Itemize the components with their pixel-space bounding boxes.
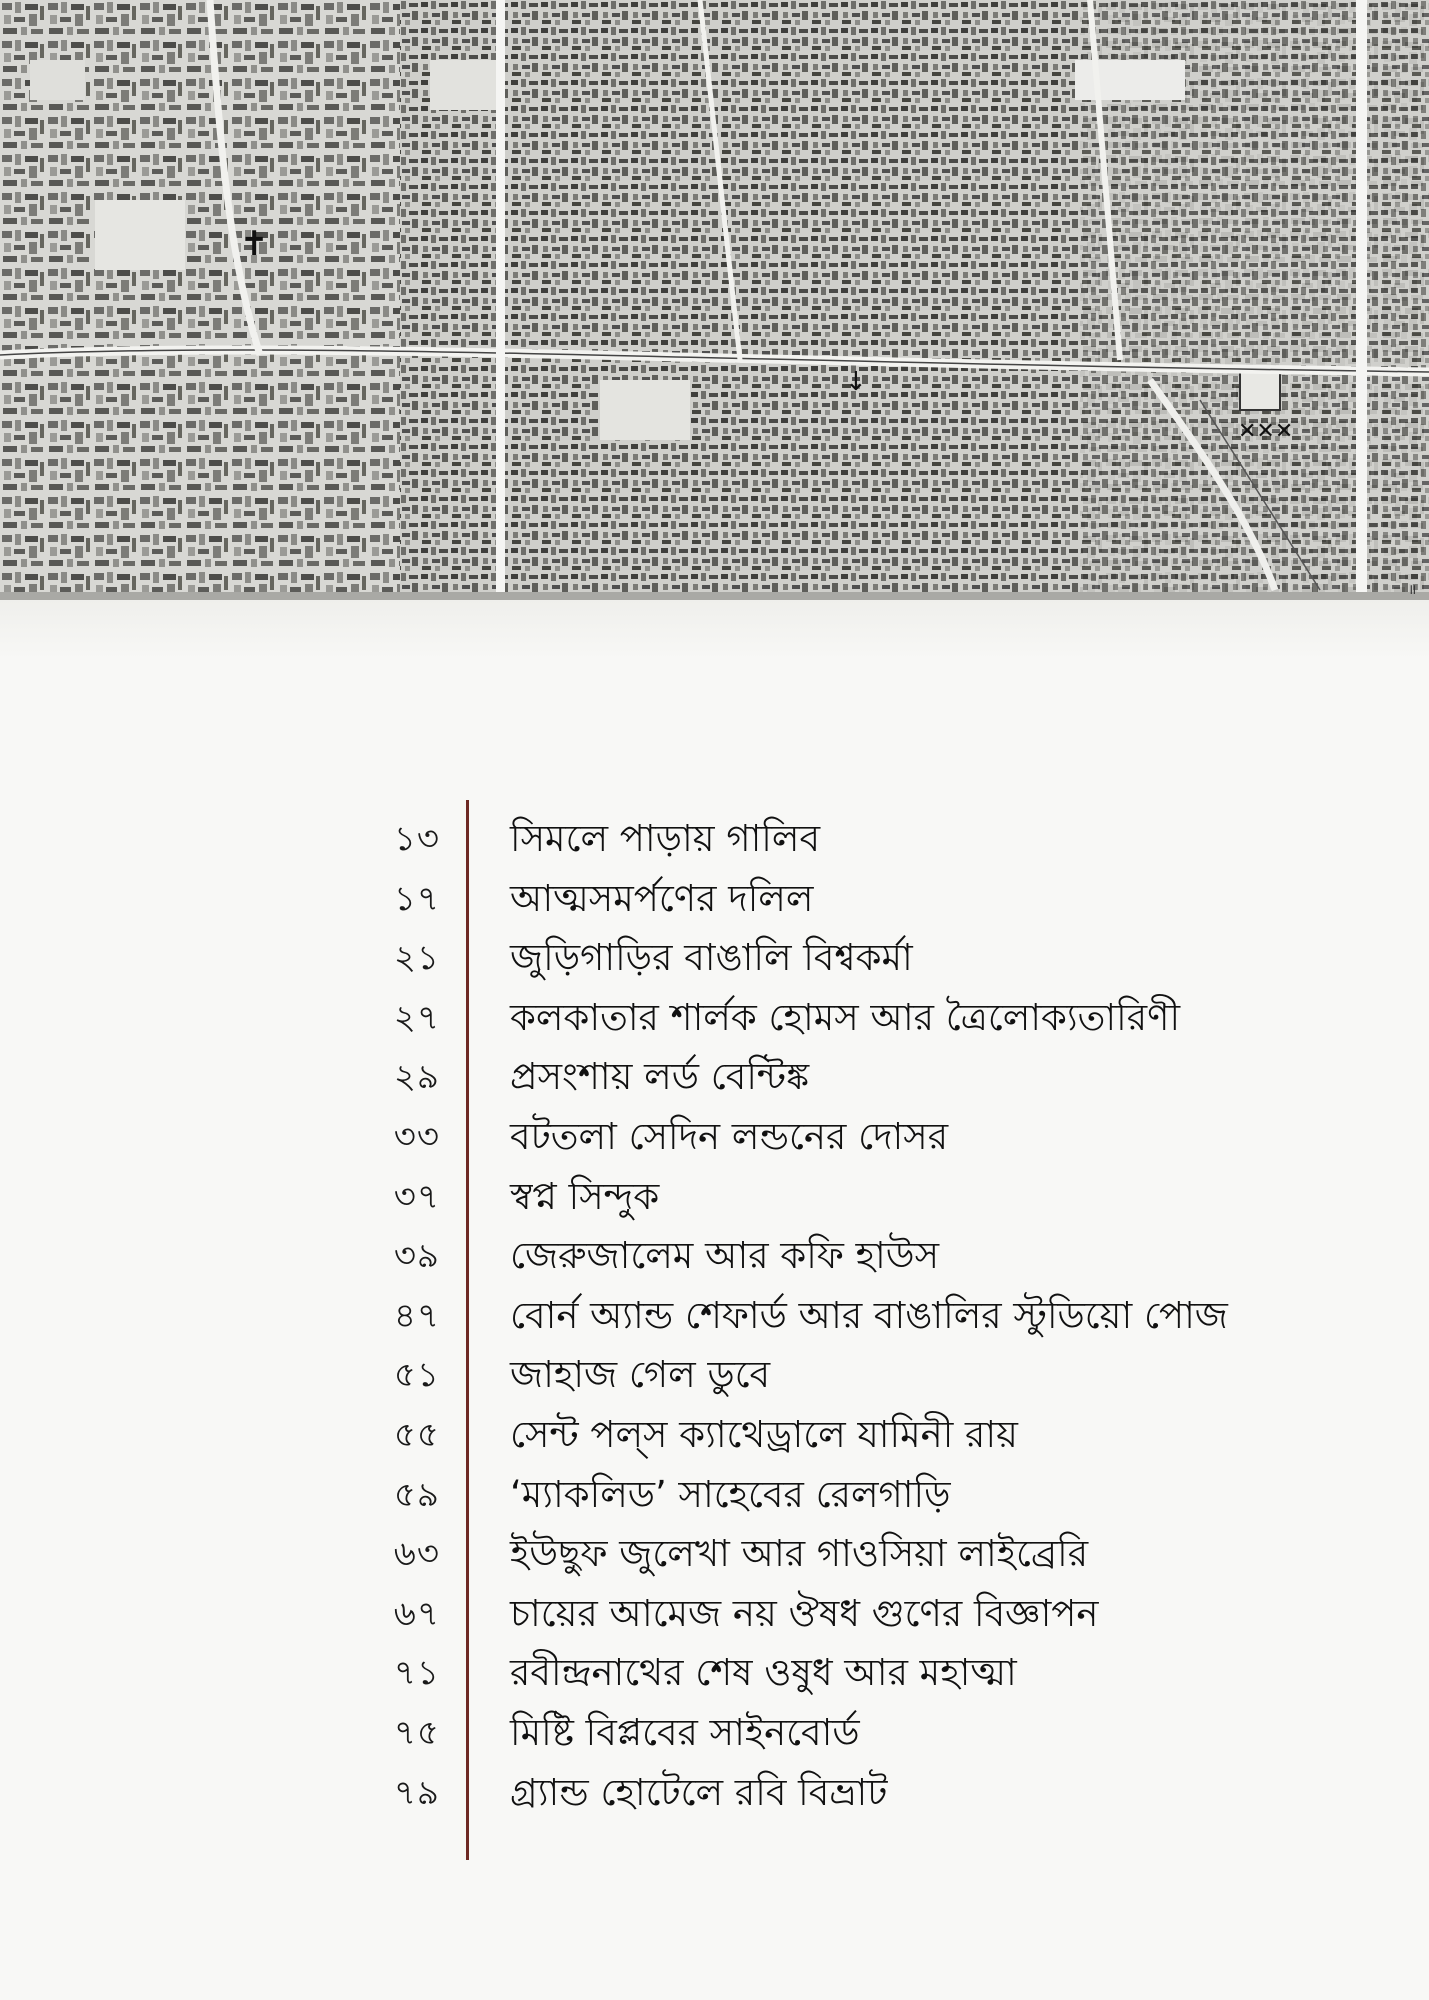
toc-page-number: ২১ [393,938,440,979]
city-map-image [0,0,1429,625]
toc-page-number: ২৯ [393,1057,440,1098]
toc-chapter-title: বটতলা সেদিন লন্ডনের দোসর [510,1115,949,1158]
toc-entry [0,1759,1429,1819]
toc-page-number: ৬৭ [393,1593,440,1634]
toc-chapter-title: কলকাতার শার্লক হোমস আর ত্রৈলোক্যতারিণী [510,995,1181,1039]
toc-chapter-title: আত্মসমর্পণের দলিল [510,876,814,920]
toc-chapter-title: জেরুজালেম আর কফি হাউস [510,1234,940,1278]
toc-entry [0,1103,1429,1163]
toc-entry [0,1163,1429,1223]
toc-entry [0,924,1429,984]
toc-page-number: ৭৯ [393,1772,440,1813]
map-svg [0,0,1429,625]
toc-entry [0,1520,1429,1580]
toc-entry [0,984,1429,1044]
toc-chapter-title: ইউছুফ জুলেখা আর গাওসিয়া লাইব্রেরি [510,1532,1089,1576]
svg-text:✝: ✝ [240,224,269,264]
toc-page-number: ৫৯ [393,1474,440,1515]
toc-entry [0,1699,1429,1759]
toc-entry [0,805,1429,865]
toc-entry [0,865,1429,925]
toc-entry [0,1401,1429,1461]
toc-entry [0,1341,1429,1401]
toc-entry [0,1639,1429,1699]
toc-entry [0,1580,1429,1640]
toc-chapter-title: জাহাজ গেল ডুবে [510,1353,771,1397]
toc-page-number: ৪৭ [393,1295,440,1336]
toc-chapter-title: রবীন্দ্রনাথের শেষ ওষুধ আর মহাত্মা [510,1651,1017,1695]
toc-page-number: ৩৩ [393,1117,440,1157]
toc-page-number: ১৭ [393,878,440,919]
toc-page-number: ৭৫ [393,1713,440,1753]
page-fade [0,600,1429,660]
toc-entry [0,1282,1429,1342]
map-edge-marker: ॥ [1408,582,1417,598]
toc-chapter-title: গ্র্যান্ড হোটেলে রবি বিভ্রাট [510,1770,888,1814]
svg-text:↓: ↓ [845,367,867,397]
toc-chapter-title: চায়ের আমেজ নয় ঔষধ গুণের বিজ্ঞাপন [510,1591,1099,1635]
toc-page-number: ১৩ [393,819,440,859]
toc-page-number: ৩৭ [393,1176,440,1217]
toc-entry [0,1222,1429,1282]
toc-page-number: ৫৫ [393,1415,440,1455]
toc-page-number: ৫১ [393,1355,440,1396]
toc-chapter-title: জুড়িগাড়ির বাঙালি বিশ্বকর্মা [510,936,913,980]
svg-text:✕✕✕: ✕✕✕ [1238,419,1294,444]
toc-chapter-title: প্রসংশায় লর্ড বেন্টিঙ্ক [510,1055,810,1099]
toc-chapter-title: বোর্ন অ্যান্ড শেফার্ড আর বাঙালির স্টুডিয়ো পোজ [510,1293,1228,1337]
table-of-contents [0,800,1429,1880]
toc-chapter-title: স্বপ্ন সিন্দুক [510,1174,660,1218]
toc-page-number: ৩৯ [393,1236,440,1277]
toc-chapter-title: ‘ম্যাকলিড’ সাহেবের রেলগাড়ি [510,1472,951,1516]
toc-chapter-title: সেন্ট পল্‌স ক্যাথেড্রালে যামিনী রায় [510,1413,1018,1456]
toc-page-number: ২৭ [393,997,440,1038]
toc-entry [0,1043,1429,1103]
toc-page-number: ৬৩ [393,1534,440,1575]
toc-page-number: ৭১ [393,1653,440,1694]
toc-entry [0,1461,1429,1521]
toc-chapter-title: মিষ্টি বিপ্লবের সাইনবোর্ড [510,1711,860,1754]
toc-chapter-title: সিমলে পাড়ায় গালিব [510,817,821,860]
